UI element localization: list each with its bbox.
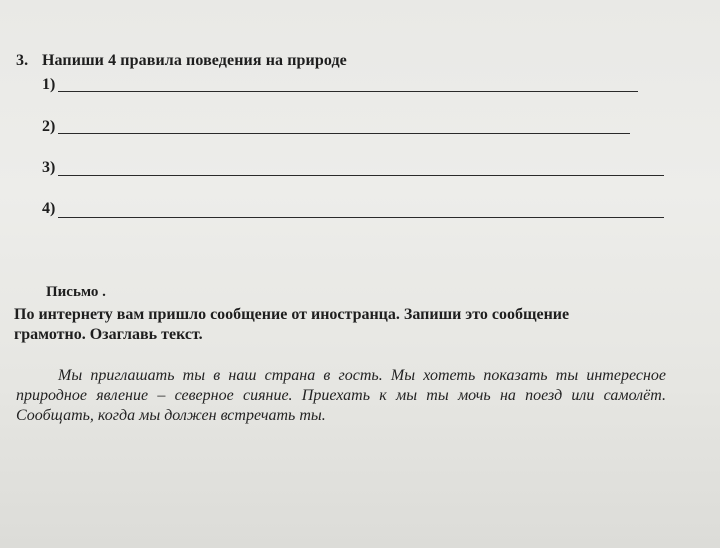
answer-line-3[interactable] <box>58 175 664 176</box>
answer-line-4[interactable] <box>58 217 664 218</box>
answer-line-2[interactable] <box>58 133 630 134</box>
task-header <box>16 52 347 70</box>
letter-title: Письмо . <box>46 284 106 300</box>
answer-label-4: 4) <box>42 200 56 217</box>
task-number: 3. <box>16 52 29 69</box>
answer-line-1[interactable] <box>58 91 638 92</box>
task-title: Напиши 4 правила поведения на природе <box>42 52 347 69</box>
answer-label-2: 2) <box>42 118 56 135</box>
letter-message: Мы приглашать ты в наш страна в гость. Мы хотеть показать ты интересное природное явление – северное сияние. Приехать к мы ты мочь на поезд или самолёт. Сообщать, когда мы должен встречать ты. <box>16 367 666 424</box>
answer-label-3: 3) <box>42 159 56 176</box>
answer-label-1: 1) <box>42 76 56 93</box>
letter-instruction: По интернету вам пришло сообщение от иностранца. Запиши это сообщение грамотно. Озаглавь текст. <box>14 306 570 343</box>
